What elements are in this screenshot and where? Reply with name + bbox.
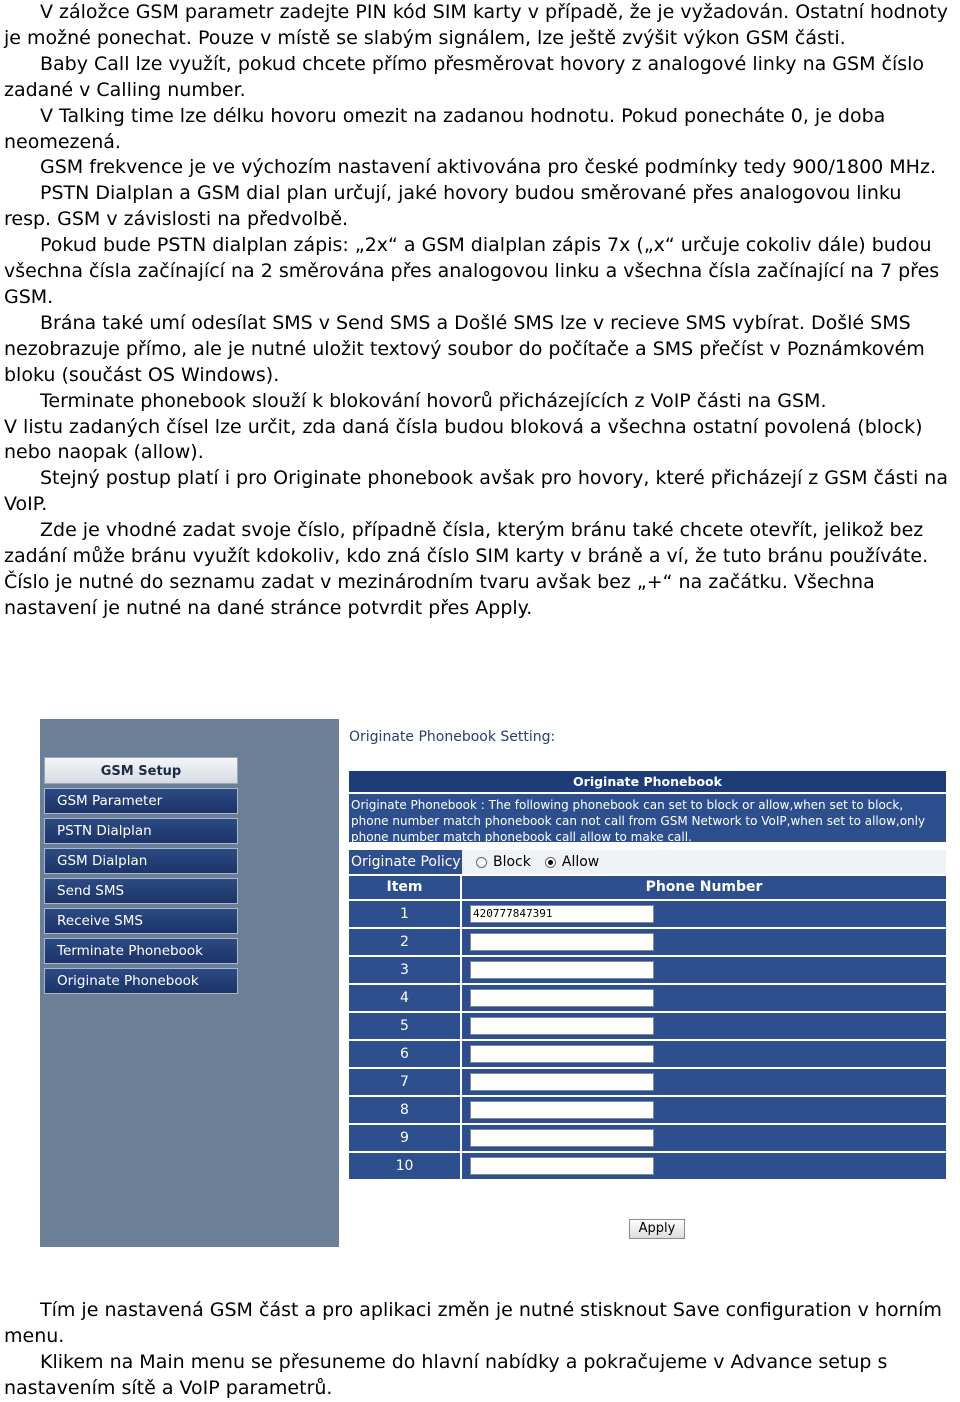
apply-button[interactable]: Apply <box>629 1219 685 1239</box>
paragraph: Terminate phonebook slouží k blokování hovorů přicházejících z VoIP části na GSM. <box>40 389 827 412</box>
sidebar-item-gsm-dialplan[interactable]: GSM Dialplan <box>44 848 238 874</box>
paragraph: Brána také umí odesílat SMS v Send SMS a Došlé SMS lze v recieve SMS vybírat. Došlé SMS nezobrazuje přímo, ale je nutné uložit textový soubor do počítače a SMS přečíst v Poznámkovém bloku (součást OS Windows). <box>4 311 925 386</box>
sidebar <box>44 757 238 998</box>
paragraph: PSTN Dialplan a GSM dial plan určují, jaké hovory budou směrované přes analogovou linku resp. GSM v závislosti na předvolbě. <box>4 182 902 231</box>
column-header-item: Item <box>349 876 462 899</box>
paragraph: V listu zadaných čísel lze určit, zda daná čísla budou bloková a všechna ostatní povolená (block) nebo naopak (allow). <box>4 415 923 464</box>
table-header <box>349 876 946 899</box>
embedded-screenshot <box>40 719 953 1247</box>
table-row <box>349 957 946 983</box>
panel-title: Originate Phonebook <box>349 771 946 792</box>
document-text-bottom <box>4 1298 954 1402</box>
paragraph: Pokud bude PSTN dialplan zápis: „2x“ a GSM dialplan zápis 7x („x“ určuje cokoliv dále) budou všechna čísla začínající na 2 směrována přes analogovou linku a všechna čísla začínající na 7 přes GSM. <box>4 234 940 308</box>
paragraph: GSM frekvence je ve výchozím nastavení aktivována pro české podmínky tedy 900/1800 MHz. <box>40 156 936 179</box>
originate-phonebook-panel <box>349 771 946 1179</box>
row-number: 9 <box>349 1125 462 1151</box>
table-row <box>349 929 946 955</box>
paragraph: V Talking time lze délku hovoru omezit na zadanou hodnotu. Pokud ponecháte 0, je doba neomezená. <box>4 104 886 153</box>
allow-label: Allow <box>561 854 600 870</box>
phonebook-table <box>349 876 946 1179</box>
sidebar-item-pstn-dialplan[interactable]: PSTN Dialplan <box>44 818 238 844</box>
paragraph: Baby Call lze využít, pokud chcete přímo přesměrovat hovory z analogové linky na GSM číslo zadané v Calling number. <box>4 52 925 101</box>
phone-input[interactable] <box>470 1017 654 1035</box>
table-row <box>349 985 946 1011</box>
block-radio[interactable] <box>476 857 487 868</box>
phone-input[interactable] <box>470 961 654 979</box>
table-row <box>349 1153 946 1179</box>
sidebar-item-originate-phonebook[interactable]: Originate Phonebook <box>44 968 238 994</box>
paragraph: Klikem na Main menu se přesuneme do hlavní nabídky a pokračujeme v Advance setup s nastavením sítě a VoIP parametrů. <box>4 1350 888 1399</box>
phone-input[interactable] <box>470 1129 654 1147</box>
row-number: 2 <box>349 929 462 955</box>
column-header-phone: Phone Number <box>462 876 946 899</box>
paragraph: Tím je nastavená GSM část a pro aplikaci změn je nutné stisknout Save configuration v horním menu. <box>4 1299 942 1347</box>
row-number: 10 <box>349 1153 462 1179</box>
sidebar-item-send-sms[interactable]: Send SMS <box>44 878 238 904</box>
table-row <box>349 1069 946 1095</box>
phone-input[interactable] <box>470 1101 654 1119</box>
phone-input[interactable] <box>470 1157 654 1175</box>
sidebar-item-receive-sms[interactable]: Receive SMS <box>44 908 238 934</box>
sidebar-header: GSM Setup <box>44 757 238 784</box>
policy-options <box>462 850 946 874</box>
phone-input[interactable] <box>470 933 654 951</box>
policy-label: Originate Policy <box>349 850 462 874</box>
table-row <box>349 1041 946 1067</box>
document-text-top <box>4 0 954 622</box>
table-row <box>349 901 946 927</box>
paragraph: Stejný postup platí i pro Originate phonebook avšak pro hovory, které přicházejí z GSM části na VoIP. <box>4 467 948 516</box>
row-number: 8 <box>349 1097 462 1123</box>
row-number: 6 <box>349 1041 462 1067</box>
policy-row <box>349 850 946 874</box>
sidebar-item-gsm-parameter[interactable]: GSM Parameter <box>44 788 238 814</box>
phone-input[interactable]: 420777847391 <box>470 905 654 923</box>
row-number: 4 <box>349 985 462 1011</box>
panel-description: Originate Phonebook : The following phonebook can set to block or allow,when set to block, phone number match phonebook can not call from GSM Network to VoIP,when set to allow,only phone number match phonebook call allow to make call. <box>349 794 946 842</box>
table-row <box>349 1125 946 1151</box>
main-panel-area <box>339 719 953 1247</box>
table-row <box>349 1013 946 1039</box>
sidebar-item-terminate-phonebook[interactable]: Terminate Phonebook <box>44 938 238 964</box>
row-number: 3 <box>349 957 462 983</box>
phone-input[interactable] <box>470 1045 654 1063</box>
row-number: 1 <box>349 901 462 927</box>
paragraph: Zde je vhodné zadat svoje číslo, případně čísla, kterým bránu také chcete otevřít, jelikož bez zadání může bránu využít kdokoliv, kdo zná číslo SIM karty v bráně a ví, že tuto bránu používáte. Číslo je nutné do seznamu zadat v mezinárodním tvaru avšak bez „+“ na začátku. Všechna nastavení je nutné na dané stránce potvrdit přes Apply. <box>4 519 929 619</box>
row-number: 7 <box>349 1069 462 1095</box>
phone-input[interactable] <box>470 1073 654 1091</box>
paragraph: V záložce GSM parametr zadejte PIN kód SIM karty v případě, že je vyžadován. Ostatní hodnoty je možné ponechat. Pouze v místě se slabým signálem, lze ještě zvýšit výkon GSM části. <box>4 1 949 49</box>
phone-input[interactable] <box>470 989 654 1007</box>
allow-radio[interactable] <box>545 857 556 868</box>
table-row <box>349 1097 946 1123</box>
row-number: 5 <box>349 1013 462 1039</box>
page-title: Originate Phonebook Setting: <box>349 729 556 745</box>
block-label: Block <box>493 854 531 870</box>
